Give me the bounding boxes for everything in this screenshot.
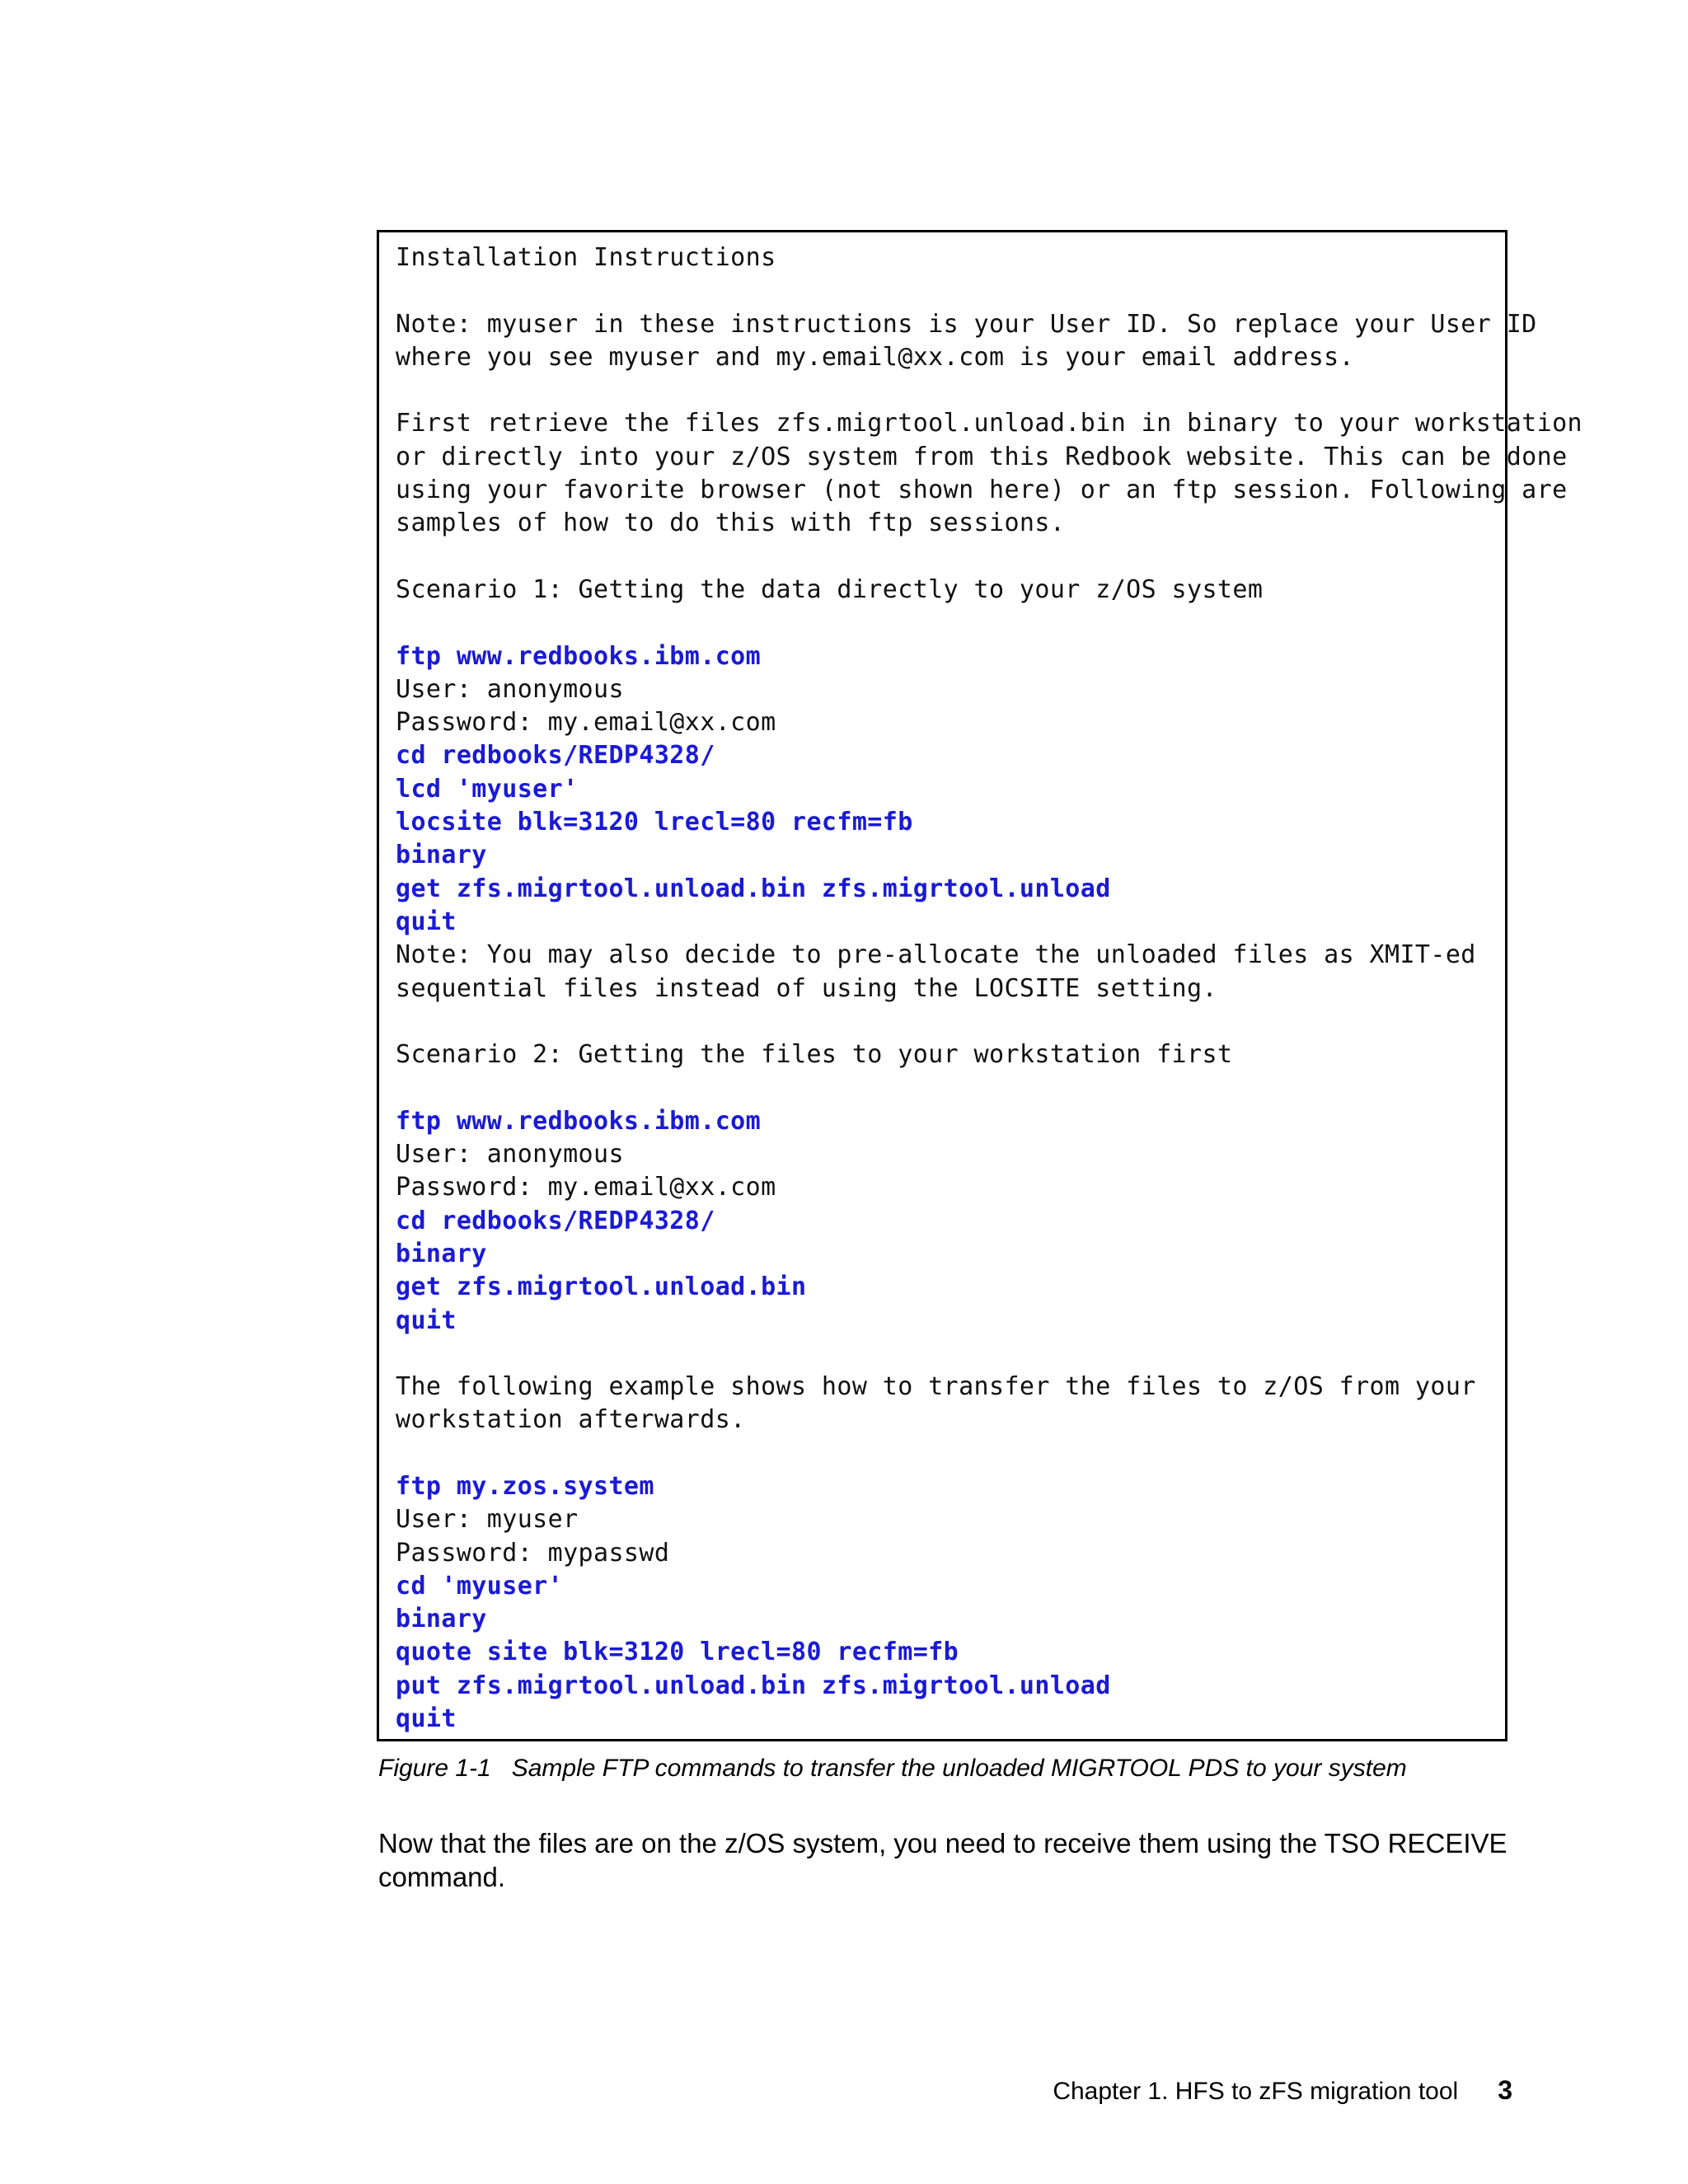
page-number: 3: [1498, 2075, 1512, 2105]
code-text-line: [396, 274, 1505, 307]
code-command-line: quit: [396, 907, 457, 936]
code-text-line: The following example shows how to transfer the files to z/OS from your: [396, 1372, 1476, 1402]
code-text-line: Password: my.email@xx.com: [396, 1173, 776, 1202]
code-text-line: [396, 1071, 1505, 1104]
code-text-line: [396, 1437, 1505, 1470]
code-text-line: where you see myuser and my.email@xx.com is your email address.: [396, 342, 1355, 372]
code-text-line: User: anonymous: [396, 674, 624, 704]
code-command-line: cd 'myuser': [396, 1571, 564, 1601]
code-command-line: get zfs.migrtool.unload.bin zfs.migrtool.unload: [396, 874, 1111, 903]
footer-chapter-title: Chapter 1. HFS to zFS migration tool: [1053, 2078, 1459, 2105]
code-text-line: samples of how to do this with ftp sessions.: [396, 509, 1066, 538]
code-text-line: Note: myuser in these instructions is your User ID. So replace your User ID: [396, 309, 1537, 339]
code-text-line: sequential files instead of using the LOCSITE setting.: [396, 973, 1217, 1003]
code-text-line: [396, 607, 1505, 640]
code-text-line: workstation afterwards.: [396, 1405, 746, 1435]
code-command-line: quit: [396, 1704, 457, 1734]
code-text-line: First retrieve the files zfs.migrtool.unload.bin in binary to your workstation: [396, 409, 1582, 438]
code-text-line: Scenario 1: Getting the data directly to your z/OS system: [396, 574, 1264, 604]
code-command-line: ftp my.zos.system: [396, 1471, 654, 1501]
figure-caption: Figure 1-1 Sample FTP commands to transfer the unloaded MIGRTOOL PDS to your system: [378, 1755, 1407, 1782]
code-text-line: Installation Instructions: [396, 243, 776, 272]
code-command-line: quit: [396, 1305, 457, 1335]
code-text-line: [396, 541, 1505, 574]
body-paragraph: Now that the files are on the z/OS system, you need to receive them using the TSO RECEIVE command.: [378, 1828, 1507, 1892]
code-command-line: binary: [396, 841, 487, 870]
ftp-instructions-box: [377, 230, 1582, 1741]
code-command-line: ftp www.redbooks.ibm.com: [396, 641, 762, 671]
code-text-line: User: anonymous: [396, 1140, 624, 1169]
code-text-line: using your favorite browser (not shown here) or an ftp session. Following are: [396, 476, 1568, 505]
code-text-line: [396, 374, 1505, 407]
code-command-line: binary: [396, 1605, 487, 1634]
code-text-line: Note: You may also decide to pre-allocate the unloaded files as XMIT-ed: [396, 940, 1476, 970]
code-text-line: User: myuser: [396, 1505, 579, 1535]
code-text-line: [396, 1338, 1505, 1371]
code-command-line: cd redbooks/REDP4328/: [396, 1206, 715, 1235]
code-command-line: ftp www.redbooks.ibm.com: [396, 1106, 762, 1136]
code-command-line: put zfs.migrtool.unload.bin zfs.migrtool.unload: [396, 1671, 1111, 1700]
code-command-line: locsite blk=3120 lrecl=80 recfm=fb: [396, 808, 913, 837]
code-command-line: lcd 'myuser': [396, 774, 579, 804]
code-command-line: binary: [396, 1239, 487, 1268]
code-text-line: or directly into your z/OS system from this Redbook website. This can be done: [396, 442, 1568, 471]
code-command-line: get zfs.migrtool.unload.bin: [396, 1272, 807, 1302]
page-footer: [1047, 2075, 1512, 2106]
code-text-line: Password: my.email@xx.com: [396, 708, 776, 738]
code-text-line: [396, 1005, 1505, 1038]
code-command-line: quote site blk=3120 lrecl=80 recfm=fb: [396, 1638, 959, 1667]
code-text-line: Scenario 2: Getting the files to your workstation first: [396, 1040, 1233, 1070]
code-command-line: cd redbooks/REDP4328/: [396, 741, 715, 771]
code-text-line: Password: mypasswd: [396, 1538, 670, 1568]
